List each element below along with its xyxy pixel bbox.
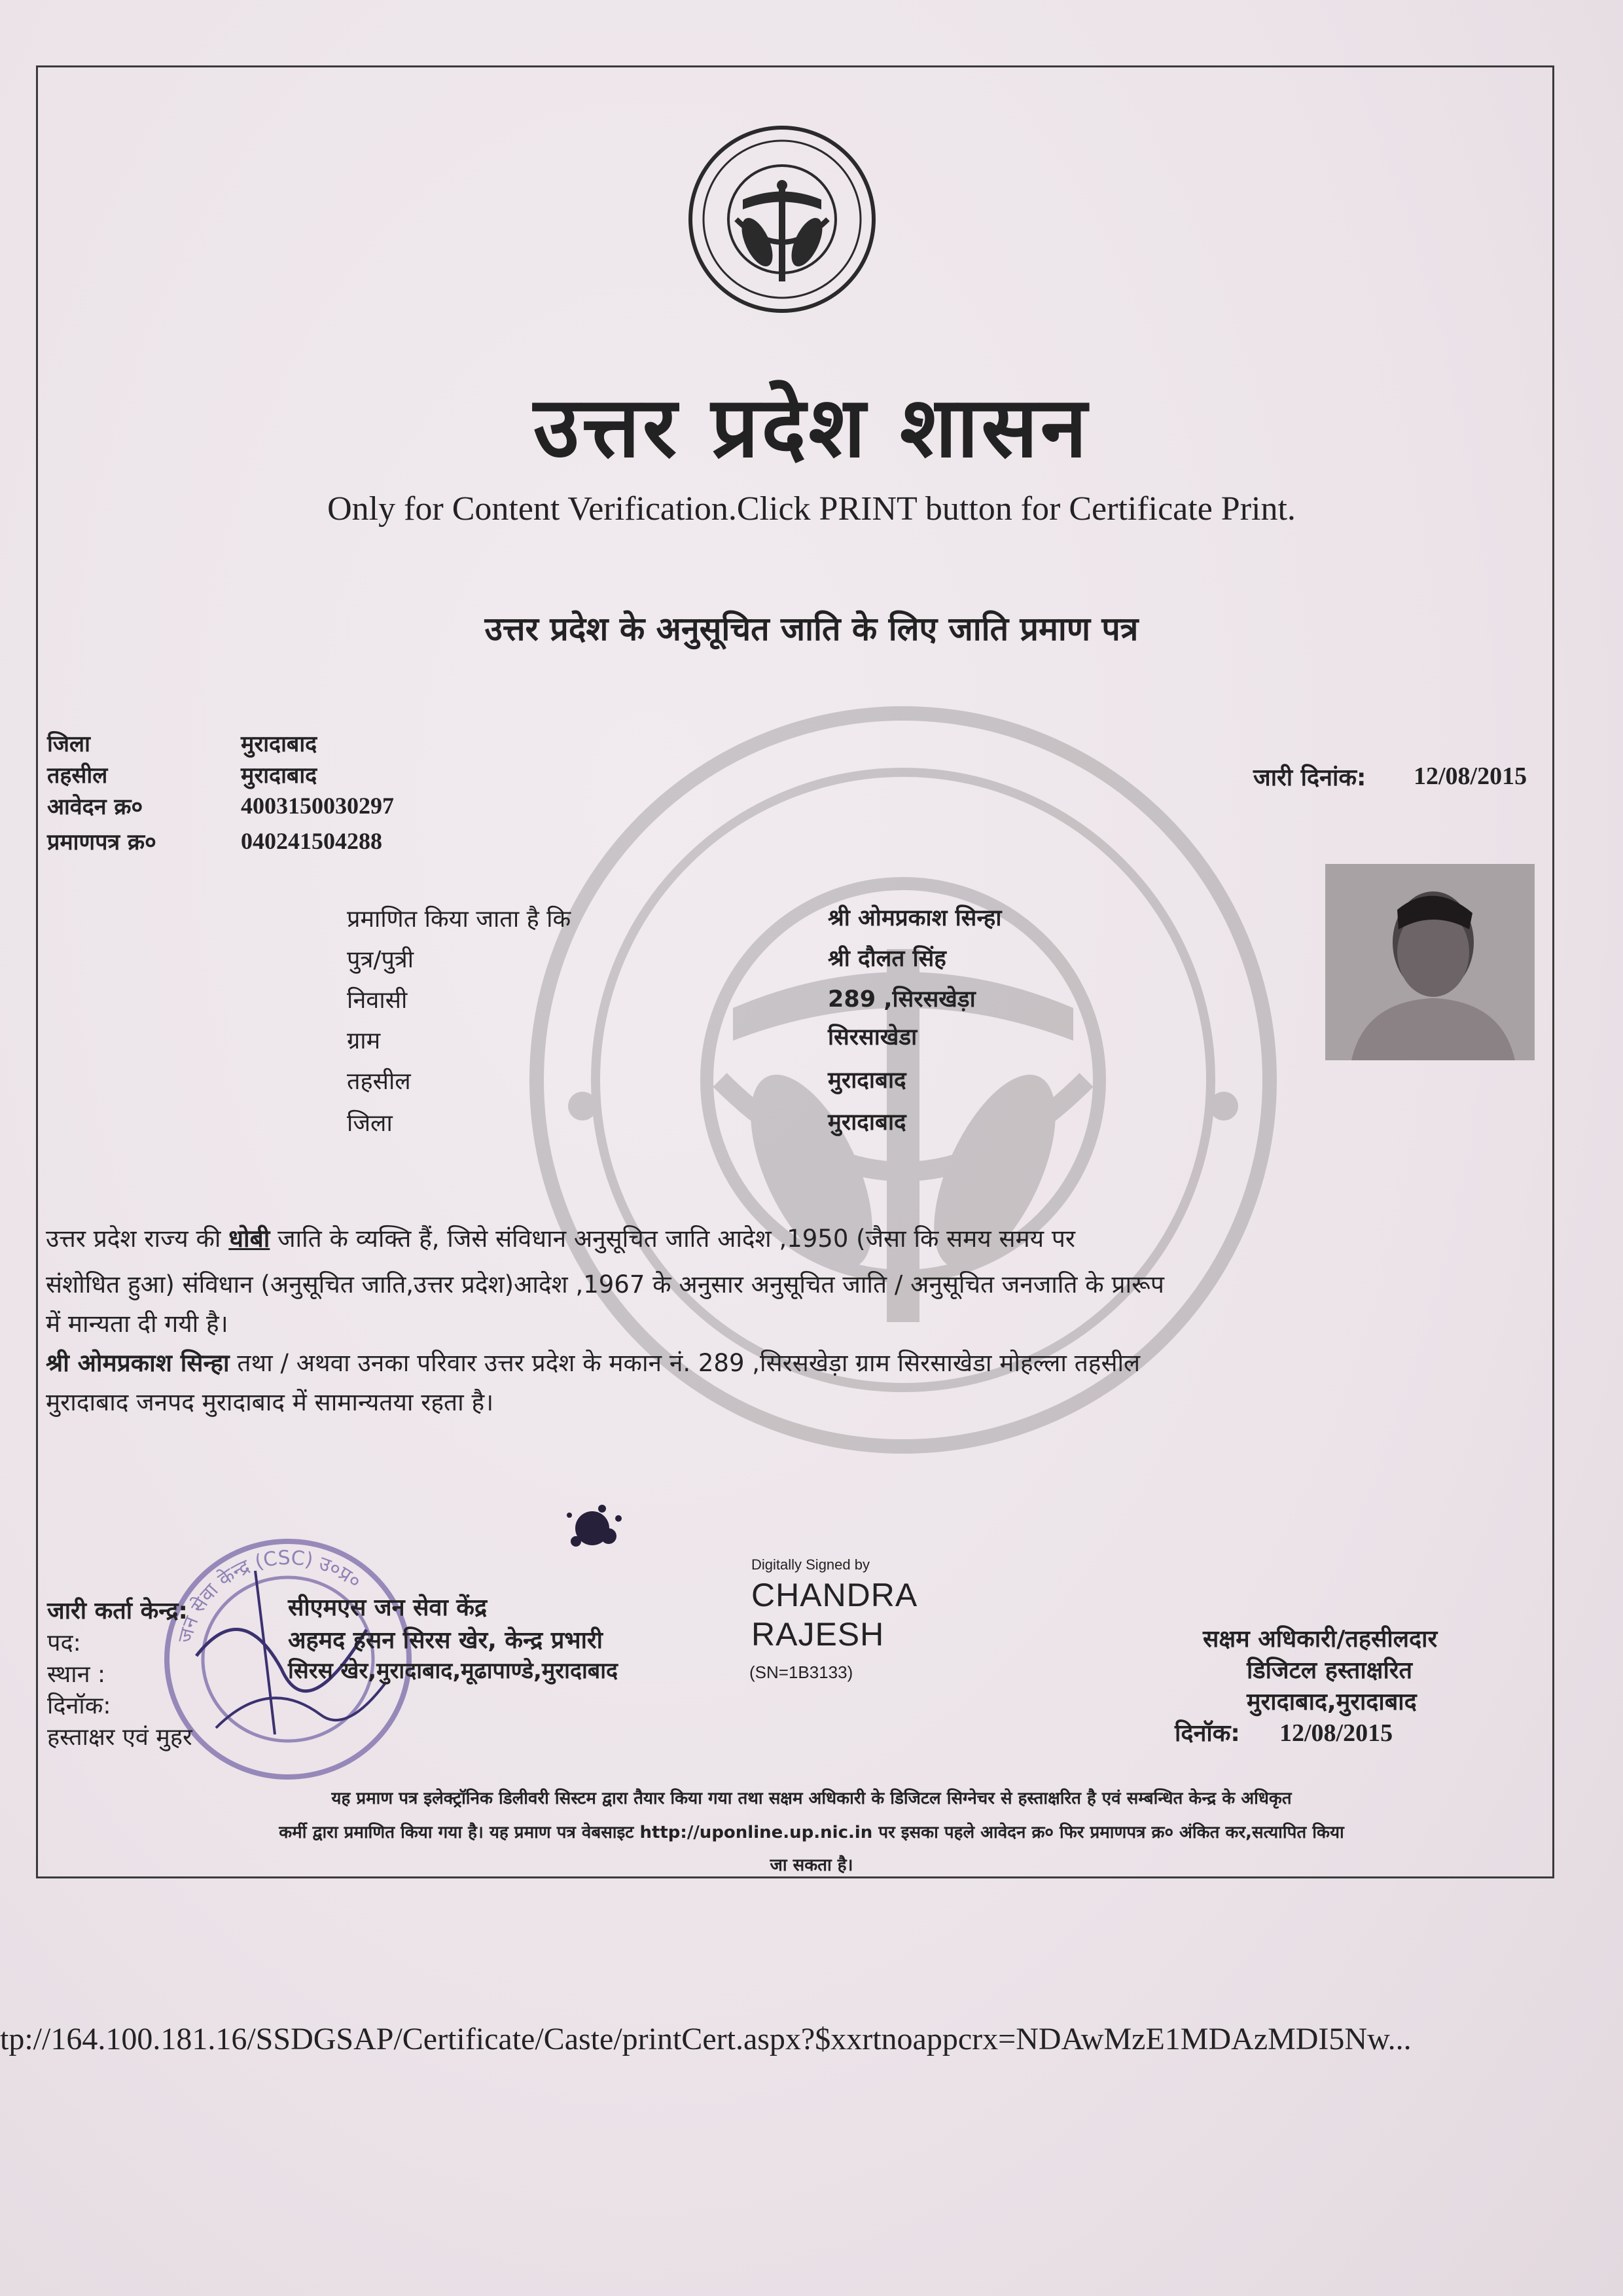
caste-name: धोबी <box>228 1225 270 1253</box>
detail-label-resident: निवासी <box>347 987 408 1014</box>
body-paragraph-2-line-1 <box>46 1345 1140 1378</box>
body-text: तथा / अथवा उनका परिवार उत्तर प्रदेश के मकान नं. 289 ,सिरसखेड़ा ग्राम सिरसाखेडा मोहल्ला तहसील <box>237 1349 1141 1377</box>
detail-label-certified: प्रमाणित किया जाता है कि <box>347 906 571 933</box>
applicant-photo <box>1325 864 1535 1060</box>
application-no-label: आवेदन क्र० <box>47 794 143 820</box>
print-url: tp://164.100.181.16/SSDGSAP/Certificate/Caste/printCert.aspx?$xxrtnoappcrx=NDAwMzE1MDAzMDI5Nw... <box>0 2022 1412 2056</box>
detail-label-district: जिला <box>347 1110 393 1137</box>
detail-value-tehsil: मुरादाबाद <box>828 1067 906 1094</box>
detail-label-son-daughter: पुत्र/पुत्री <box>347 946 414 973</box>
certificate-heading: उत्तर प्रदेश के अनुसूचित जाति के लिए जाति प्रमाण पत्र <box>484 610 1139 648</box>
footer-notice-line-2: कर्मी द्वारा प्रमाणित किया गया है। यह प्रमाण पत्र वेबसाइट http://uponline.up.nic.in पर इसका पहले आवेदन क्र० फिर प्रमाणपत्र क्र० अंकित कर,सत्यापित किया <box>279 1823 1344 1842</box>
district-value: मुरादाबाद <box>241 731 317 757</box>
body-text: जाति के व्यक्ति हैं, जिसे संविधान अनुसूचित जाति आदेश ,1950 (जैसा कि समय समय पर <box>277 1225 1076 1253</box>
certificate-no-label: प्रमाणपत्र क्र० <box>47 829 156 855</box>
detail-value-district: मुरादाबाद <box>828 1109 906 1136</box>
issuer-center-label: जारी कर्ता केन्द्र: <box>47 1598 188 1624</box>
issuer-place-value: सिरस खेर,मुरादाबाद,मूढापाण्डे,मुरादाबाद <box>288 1658 618 1684</box>
issuer-signature-label: हस्ताक्षर एवं मुहर <box>47 1724 192 1751</box>
application-no-value: 4003150030297 <box>241 793 394 819</box>
digital-signer-last-name: RAJESH <box>751 1616 885 1653</box>
issue-date-label: जारी दिनांक: <box>1253 764 1366 791</box>
detail-value-name: श्री ओमप्रकाश सिन्हा <box>828 905 1002 931</box>
authority-title: सक्षम अधिकारी/तहसीलदार <box>1203 1626 1438 1653</box>
issuer-post-value: अहमद हसन सिरस खेर, केन्द्र प्रभारी <box>288 1627 603 1654</box>
footer-notice-line-3: जा सकता है। <box>770 1856 853 1875</box>
authority-place: मुरादाबाद,मुरादाबाद <box>1247 1689 1417 1715</box>
authority-date-label: दिनॉक: <box>1175 1720 1240 1747</box>
body-paragraph-1-line-2: संशोधित हुआ) संविधान (अनुसूचित जाति,उत्तर प्रदेश)आदेश ,1967 के अनुसार अनुसूचित जाति / अनुसूचित जनजाति के प्रारूप <box>46 1270 1164 1299</box>
ink-blot-icon <box>556 1496 635 1568</box>
detail-value-father: श्री दौलत सिंह <box>828 946 946 972</box>
body-paragraph-1-line-3: में मान्यता दी गयी है। <box>46 1310 228 1338</box>
verification-note: Only for Content Verification.Click PRINT button for Certificate Print. <box>327 490 1296 528</box>
detail-label-tehsil: तहसील <box>347 1068 411 1095</box>
issuer-place-label: स्थान : <box>47 1661 106 1688</box>
body-text: उत्तर प्रदेश राज्य की <box>46 1225 221 1253</box>
detail-value-address: 289 ,सिरसखेड़ा <box>828 986 976 1013</box>
authority-signed: डिजिटल हस्ताक्षरित <box>1247 1657 1413 1684</box>
digital-sign-caption: Digitally Signed by <box>751 1556 870 1573</box>
stamp-text: जन सेवा केन्द्र (CSC) उ०प्र० <box>173 1546 366 1645</box>
body-paragraph-2-line-2: मुरादाबाद जनपद मुरादाबाद में सामान्यतया रहता है। <box>46 1388 494 1416</box>
body-paragraph-1-line-1 <box>46 1221 1075 1254</box>
government-title: उत्तर प्रदेश शासन <box>533 379 1090 476</box>
footer-notice-line-1: यह प्रमाण पत्र इलेक्ट्रॉनिक डिलीवरी सिस्टम द्वारा तैयार किया गया तथा सक्षम अधिकारी के डिजिटल सिग्नेचर से हस्ताक्षरित है एवं सम्बन्धित केन्द्र के अधिकृत <box>331 1789 1292 1808</box>
detail-label-village: ग्राम <box>347 1028 381 1054</box>
issuer-serial-number: (SN=1B3133) <box>749 1662 853 1682</box>
issuer-date-label: दिनॉक: <box>47 1693 111 1719</box>
tehsil-label: तहसील <box>47 762 108 789</box>
up-government-emblem-icon <box>684 121 880 317</box>
digital-signer-first-name: CHANDRA <box>751 1577 918 1613</box>
detail-value-village: सिरसाखेडा <box>828 1024 918 1050</box>
certificate-no-value: 040241504288 <box>241 828 382 854</box>
issuer-center-value: सीएमएस जन सेवा केंद्र <box>288 1594 488 1621</box>
tehsil-value: मुरादाबाद <box>241 762 317 789</box>
authority-date-value: 12/08/2015 <box>1279 1719 1393 1747</box>
issuer-post-label: पद: <box>47 1630 81 1657</box>
applicant-name-inline: श्री ओमप्रकाश सिन्हा <box>46 1349 230 1377</box>
district-label: जिला <box>47 731 90 757</box>
issue-date-value: 12/08/2015 <box>1414 762 1527 790</box>
